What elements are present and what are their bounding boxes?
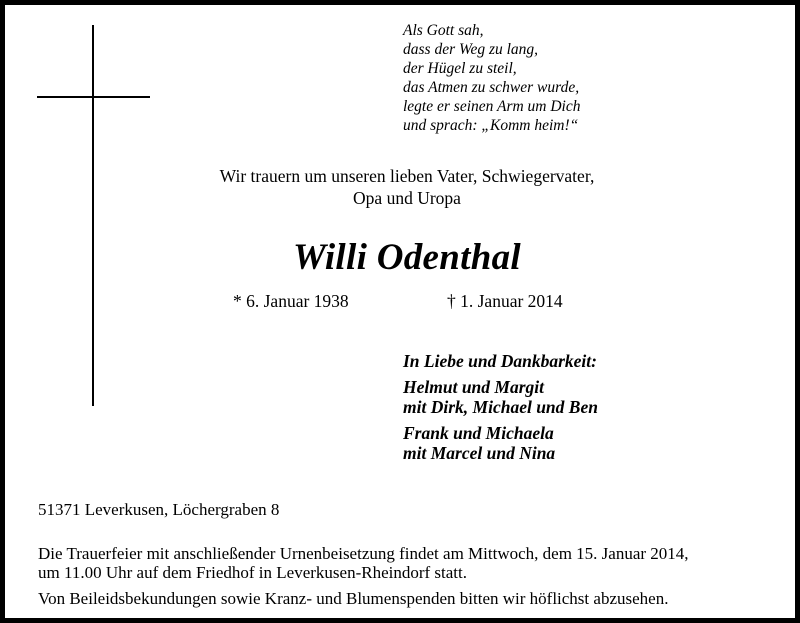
poem bbox=[403, 21, 581, 135]
poem-line: legte er seinen Arm um Dich bbox=[403, 98, 581, 115]
death-date: † 1. Januar 2014 bbox=[447, 291, 563, 311]
address: 51371 Leverkusen, Löchergraben 8 bbox=[38, 500, 280, 519]
mourner-line: mit Marcel und Nina bbox=[403, 443, 556, 463]
ceremony-line-2: um 11.00 Uhr auf dem Friedhof in Leverkusen-Rheindorf statt. bbox=[38, 563, 467, 582]
mourner-line: Frank und Michaela bbox=[403, 423, 554, 443]
mourner-line: mit Dirk, Michael und Ben bbox=[403, 397, 598, 417]
birth-date: * 6. Januar 1938 bbox=[233, 291, 349, 311]
ceremony-info bbox=[38, 544, 689, 582]
poem-line: das Atmen zu schwer wurde, bbox=[403, 79, 580, 96]
poem-line: und sprach: „Komm heim!“ bbox=[403, 117, 579, 134]
ceremony-line-1: Die Trauerfeier mit anschließender Urnenbeisetzung findet am Mittwoch, dem 15. Januar 2014, bbox=[38, 544, 689, 563]
poem-line: der Hügel zu steil, bbox=[403, 60, 517, 77]
intro-line-2: Opa und Uropa bbox=[353, 188, 461, 208]
poem-line: dass der Weg zu lang, bbox=[403, 41, 539, 58]
mourner-line: Helmut und Margit bbox=[403, 377, 545, 397]
mourner-group bbox=[403, 377, 598, 417]
mourners-heading: In Liebe und Dankbarkeit: bbox=[403, 351, 597, 371]
intro-line-1: Wir trauern um unseren lieben Vater, Schwiegervater, bbox=[219, 166, 595, 186]
deceased-name: Willi Odenthal bbox=[293, 237, 521, 278]
cross-horizontal-bar bbox=[37, 96, 150, 98]
condolence-note: Von Beileidsbekundungen sowie Kranz- und Blumenspenden bitten wir höflichst abzusehen. bbox=[38, 589, 669, 608]
mourners-block bbox=[403, 351, 598, 469]
cross-vertical-bar bbox=[92, 25, 94, 406]
mourner-group bbox=[403, 423, 598, 463]
mourning-intro bbox=[105, 165, 709, 209]
poem-line: Als Gott sah, bbox=[403, 22, 484, 39]
